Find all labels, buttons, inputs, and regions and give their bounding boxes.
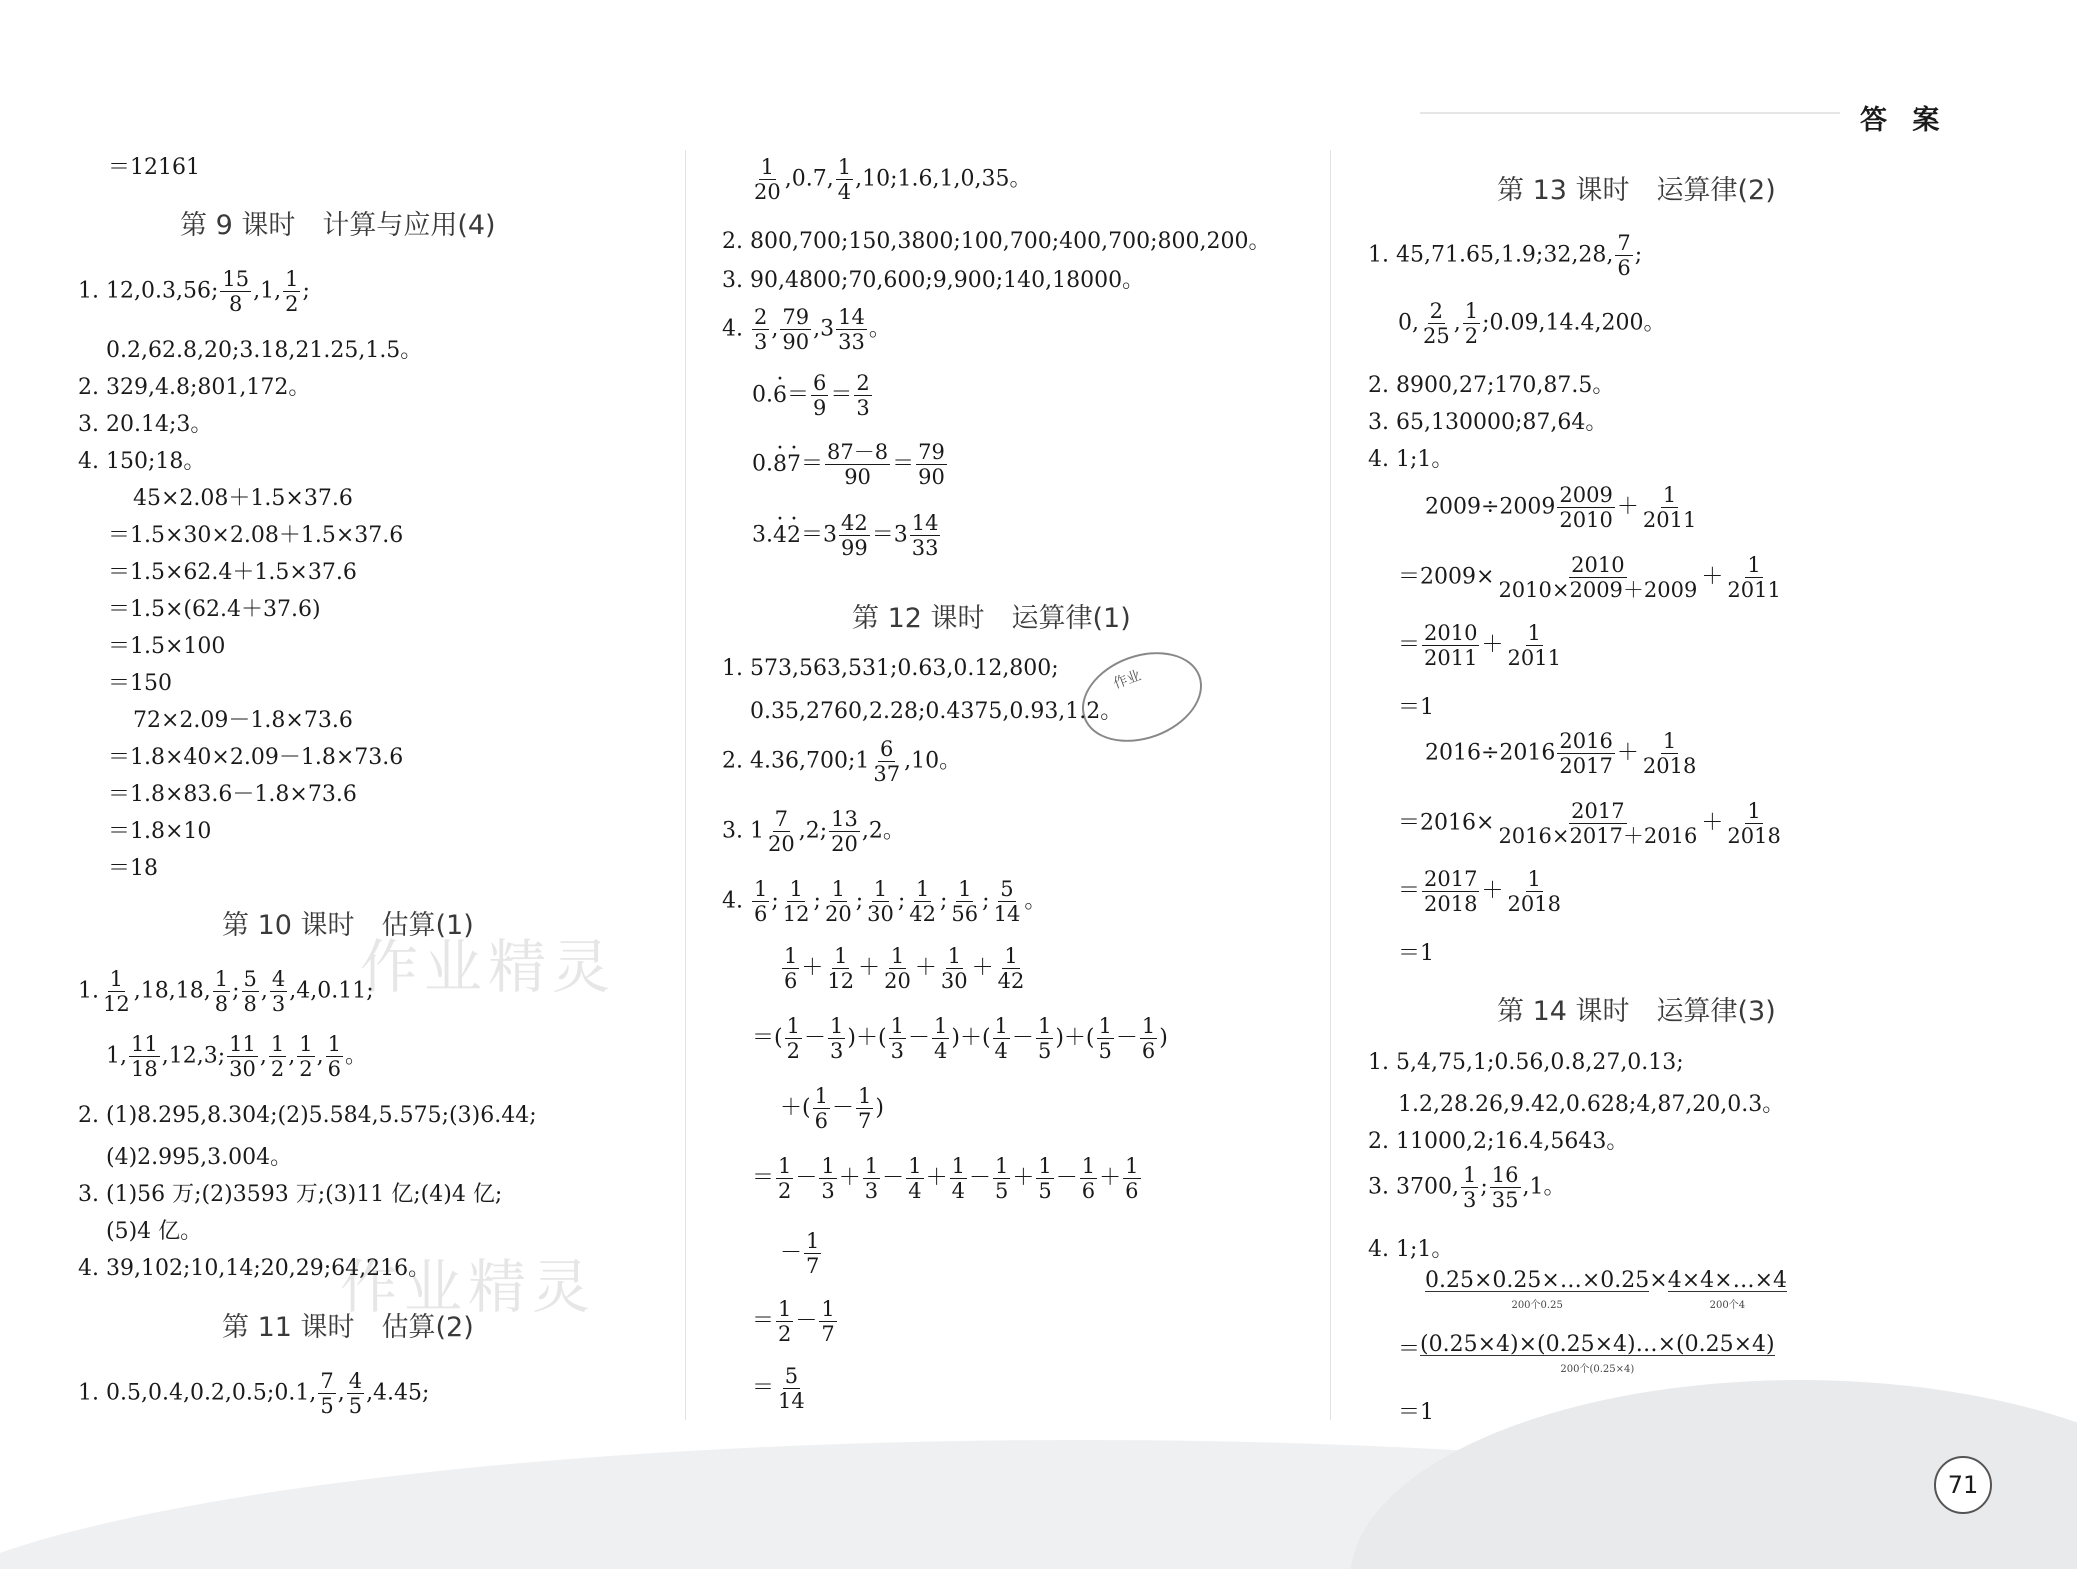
answer-line: 2. 4.36,700;1 $\frac{6}{37}$ ,10。 xyxy=(722,737,962,787)
equation-line: ＝ $\frac{2010}{2011}$ ＋ $\frac{1}{2011}$ xyxy=(1398,621,1561,671)
equation-line: ＝ $\frac{2017}{2018}$ ＋ $\frac{1}{2018}$ xyxy=(1398,867,1561,917)
equation-line: ＝1.8×83.6－1.8×73.6 xyxy=(108,782,357,807)
answer-line: 3. 65,130000;87,64。 xyxy=(1368,410,1608,435)
equation-line: ＝1.8×40×2.09－1.8×73.6 xyxy=(108,745,404,770)
header-rule xyxy=(1420,112,1840,114)
answer-line: 3. 3700, $\frac{1}{3}$ ; $\frac{16}{35}$ ,1。 xyxy=(1368,1163,1566,1213)
answer-line: 2. 329,4.8;801,172。 xyxy=(78,375,311,400)
answer-line: 1. $\frac{1}{12}$ ,18,18, $\frac{1}{8}$ ; $\frac{5}{8}$ , $\frac{4}{3}$ ,4,0.11; xyxy=(78,967,374,1017)
answer-line: 1. 12,0.3,56; $\frac{15}{8}$ ,1, $\frac{1}{2}$ ; xyxy=(78,267,310,317)
section-title: 第 11 课时 估算(2) xyxy=(222,1312,474,1343)
equation-line: ＝ $\frac{1}{2}$ － $\frac{1}{3}$ ＋ $\frac{1}{3}$ － $\frac{1}{4}$ ＋ $\frac{1}{4}$ － $\frac{1}{5}$ ＋ $\frac{1}{5}$ － $\frac{1}{6}$ ＋ $\frac{1}{6}$ xyxy=(752,1154,1139,1204)
answer-line: 1. 5,4,75,1;0.56,0.8,27,0.13; xyxy=(1368,1050,1684,1075)
answer-line: 0.2,62.8,20;3.18,21.25,1.5。 xyxy=(106,338,423,363)
answer-line: 0, $\frac{2}{25}$ , $\frac{1}{2}$ ;0.09,14.4,200。 xyxy=(1398,299,1666,349)
equation-line: ＝1 xyxy=(1398,1400,1434,1425)
equation-line: 2009÷2009 $\frac{2009}{2010}$ ＋ $\frac{1}{2011}$ xyxy=(1425,483,1697,533)
answer-line: 4. 1;1。 xyxy=(1368,1237,1454,1262)
answer-line: 4. $\frac{1}{6}$ ; $\frac{1}{12}$ ; $\frac{1}{20}$ ; $\frac{1}{30}$ ; $\frac{1}{42}$ ; $\frac{1}{56}$ ; $\frac{5}{14}$ 。 xyxy=(722,877,1047,927)
answer-line: 2. (1)8.295,8.304;(2)5.584,5.575;(3)6.44; xyxy=(78,1103,537,1128)
answer-line: 1.2,28.26,9.42,0.628;4,87,20,0.3。 xyxy=(1398,1092,1785,1117)
answer-line: $\frac{1}{20}$ ,0.7, $\frac{1}{4}$ ,10;1.6,1,0,35。 xyxy=(754,155,1032,205)
equation-line: ＋( $\frac{1}{6}$ － $\frac{1}{7}$ ) xyxy=(780,1084,884,1134)
answer-line: 4. 39,102;10,14;20,29;64,216。 xyxy=(78,1256,431,1281)
underbrace: 4×4×…×4 200个4 xyxy=(1667,1268,1787,1311)
answer-line: 3. 20.14;3。 xyxy=(78,412,213,437)
answer-line: 2. 800,700;150,3800;100,700;400,700;800,200。 xyxy=(722,229,1271,254)
answer-line: (4)2.995,3.004。 xyxy=(106,1145,293,1170)
equation-line: 72×2.09－1.8×73.6 xyxy=(133,708,353,733)
answer-line: 0.35,2760,2.28;0.4375,0.93,1.2。 xyxy=(750,699,1123,724)
answer-line: 4. $\frac{2}{3}$ , $\frac{79}{90}$ ,3 $\frac{14}{33}$ 。 xyxy=(722,305,891,355)
answer-line: 2. 8900,27;170,87.5。 xyxy=(1368,373,1615,398)
stamp-text: 作业 xyxy=(1111,667,1144,693)
answer-line: 1. 0.5,0.4,0.2,0.5;0.1, $\frac{7}{5}$ , $\frac{4}{5}$ ,4.45; xyxy=(78,1369,430,1419)
answer-line: ＝12161 xyxy=(108,155,200,180)
equation-line: ＝1.8×10 xyxy=(108,819,212,844)
underbrace: (0.25×4)×(0.25×4)…×(0.25×4) 200个(0.25×4) xyxy=(1420,1332,1775,1375)
column-divider xyxy=(685,150,686,1420)
equation-line: 0.6 ·＝ $\frac{6}{9}$ ＝ $\frac{2}{3}$ xyxy=(752,372,874,419)
section-title: 第 14 课时 运算律(3) xyxy=(1497,996,1776,1027)
answer-line: (5)4 亿。 xyxy=(106,1219,203,1244)
equation-line: ＝1.5×30×2.08＋1.5×37.6 xyxy=(108,523,404,548)
section-title: 第 13 课时 运算律(2) xyxy=(1497,175,1776,206)
answer-line: 1. 573,563,531;0.63,0.12,800; xyxy=(722,656,1059,681)
answer-line: 4. 1;1。 xyxy=(1368,447,1454,472)
equation-line: 2016÷2016 $\frac{2016}{2017}$ ＋ $\frac{1}{2018}$ xyxy=(1425,729,1697,779)
column-divider xyxy=(1330,150,1331,1420)
equation-line: 0.25×0.25×…×0.25 200个0.25 × 4×4×…×4 200个4 xyxy=(1425,1268,1787,1311)
equation-line: ＝1.5×(62.4＋37.6) xyxy=(108,597,321,622)
equation-line: ＝2009× $\frac{2010}{2010\times 2009+2009}$ ＋ $\frac{1}{2011}$ xyxy=(1398,553,1781,603)
watermark: 作业精灵 xyxy=(360,933,617,1001)
equation-line: ＝18 xyxy=(108,856,158,881)
section-title: 第 9 课时 计算与应用(4) xyxy=(180,210,496,241)
answer-line: 3. (1)56 万;(2)3593 万;(3)11 亿;(4)4 亿; xyxy=(78,1182,503,1207)
equation-line: $\frac{1}{6}$ ＋ $\frac{1}{12}$ ＋ $\frac{1}{20}$ ＋ $\frac{1}{30}$ ＋ $\frac{1}{42}$ xyxy=(784,944,1025,994)
equation-line: ＝ $\frac{1}{2}$ － $\frac{1}{7}$ xyxy=(752,1297,835,1347)
underbrace: 0.25×0.25×…×0.25 200个0.25 xyxy=(1425,1268,1650,1311)
watermark: 作业精灵 xyxy=(340,1253,597,1321)
equation-line: ＝150 xyxy=(108,671,172,696)
equation-line: ＝1.5×62.4＋1.5×37.6 xyxy=(108,560,357,585)
answer-line: 2. 11000,2;16.4,5643。 xyxy=(1368,1129,1629,1154)
equation-line: 45×2.08＋1.5×37.6 xyxy=(133,486,353,511)
equation-line: ＝2016× $\frac{2017}{2016\times 2017+2016}$ ＋ $\frac{1}{2018}$ xyxy=(1398,799,1781,849)
answer-line: 3. 1 $\frac{7}{20}$ ,2; $\frac{13}{20}$ ,2。 xyxy=(722,807,905,857)
equation-line: 3.4 ·2 ·＝3 $\frac{42}{99}$ ＝3 $\frac{14}{33}$ xyxy=(752,512,942,559)
equation-line: 0.8 ·7 ·＝ $\frac{87-8}{90}$ ＝ $\frac{79}{90}$ xyxy=(752,441,949,488)
equation-line: ＝1 xyxy=(1398,941,1434,966)
equation-line: ＝ $\frac{5}{14}$ xyxy=(752,1364,805,1414)
equation-line: ＝1 xyxy=(1398,695,1434,720)
answer-line: 1. 45,71.65,1.9;32,28, $\frac{7}{6}$ ; xyxy=(1368,231,1643,281)
answer-line: 3. 90,4800;70,600;9,900;140,18000。 xyxy=(722,268,1145,293)
header-label: 答 案 xyxy=(1860,105,1948,136)
equation-line: ＝1.5×100 xyxy=(108,634,226,659)
answer-line: 1, $\frac{11}{18}$ ,12,3; $\frac{11}{30}$ , $\frac{1}{2}$ , $\frac{1}{2}$ , $\frac{1}{6}$ 。 xyxy=(106,1032,367,1082)
equation-line: ＝( $\frac{1}{2}$ － $\frac{1}{3}$ )＋( $\frac{1}{3}$ － $\frac{1}{4}$ )＋( $\frac{1}{4}$ － $\frac{1}{5}$ )＋( $\frac{1}{5}$ － $\frac{1}{6}$ ) xyxy=(752,1014,1168,1064)
section-title: 第 10 课时 估算(1) xyxy=(222,910,474,941)
page-number: 71 xyxy=(1934,1456,1992,1514)
section-title: 第 12 课时 运算律(1) xyxy=(852,603,1131,634)
equation-line: ＝ (0.25×4)×(0.25×4)…×(0.25×4) 200个(0.25×4) xyxy=(1398,1332,1775,1375)
equation-line: － $\frac{1}{7}$ xyxy=(780,1229,820,1279)
answer-line: 4. 150;18。 xyxy=(78,449,206,474)
